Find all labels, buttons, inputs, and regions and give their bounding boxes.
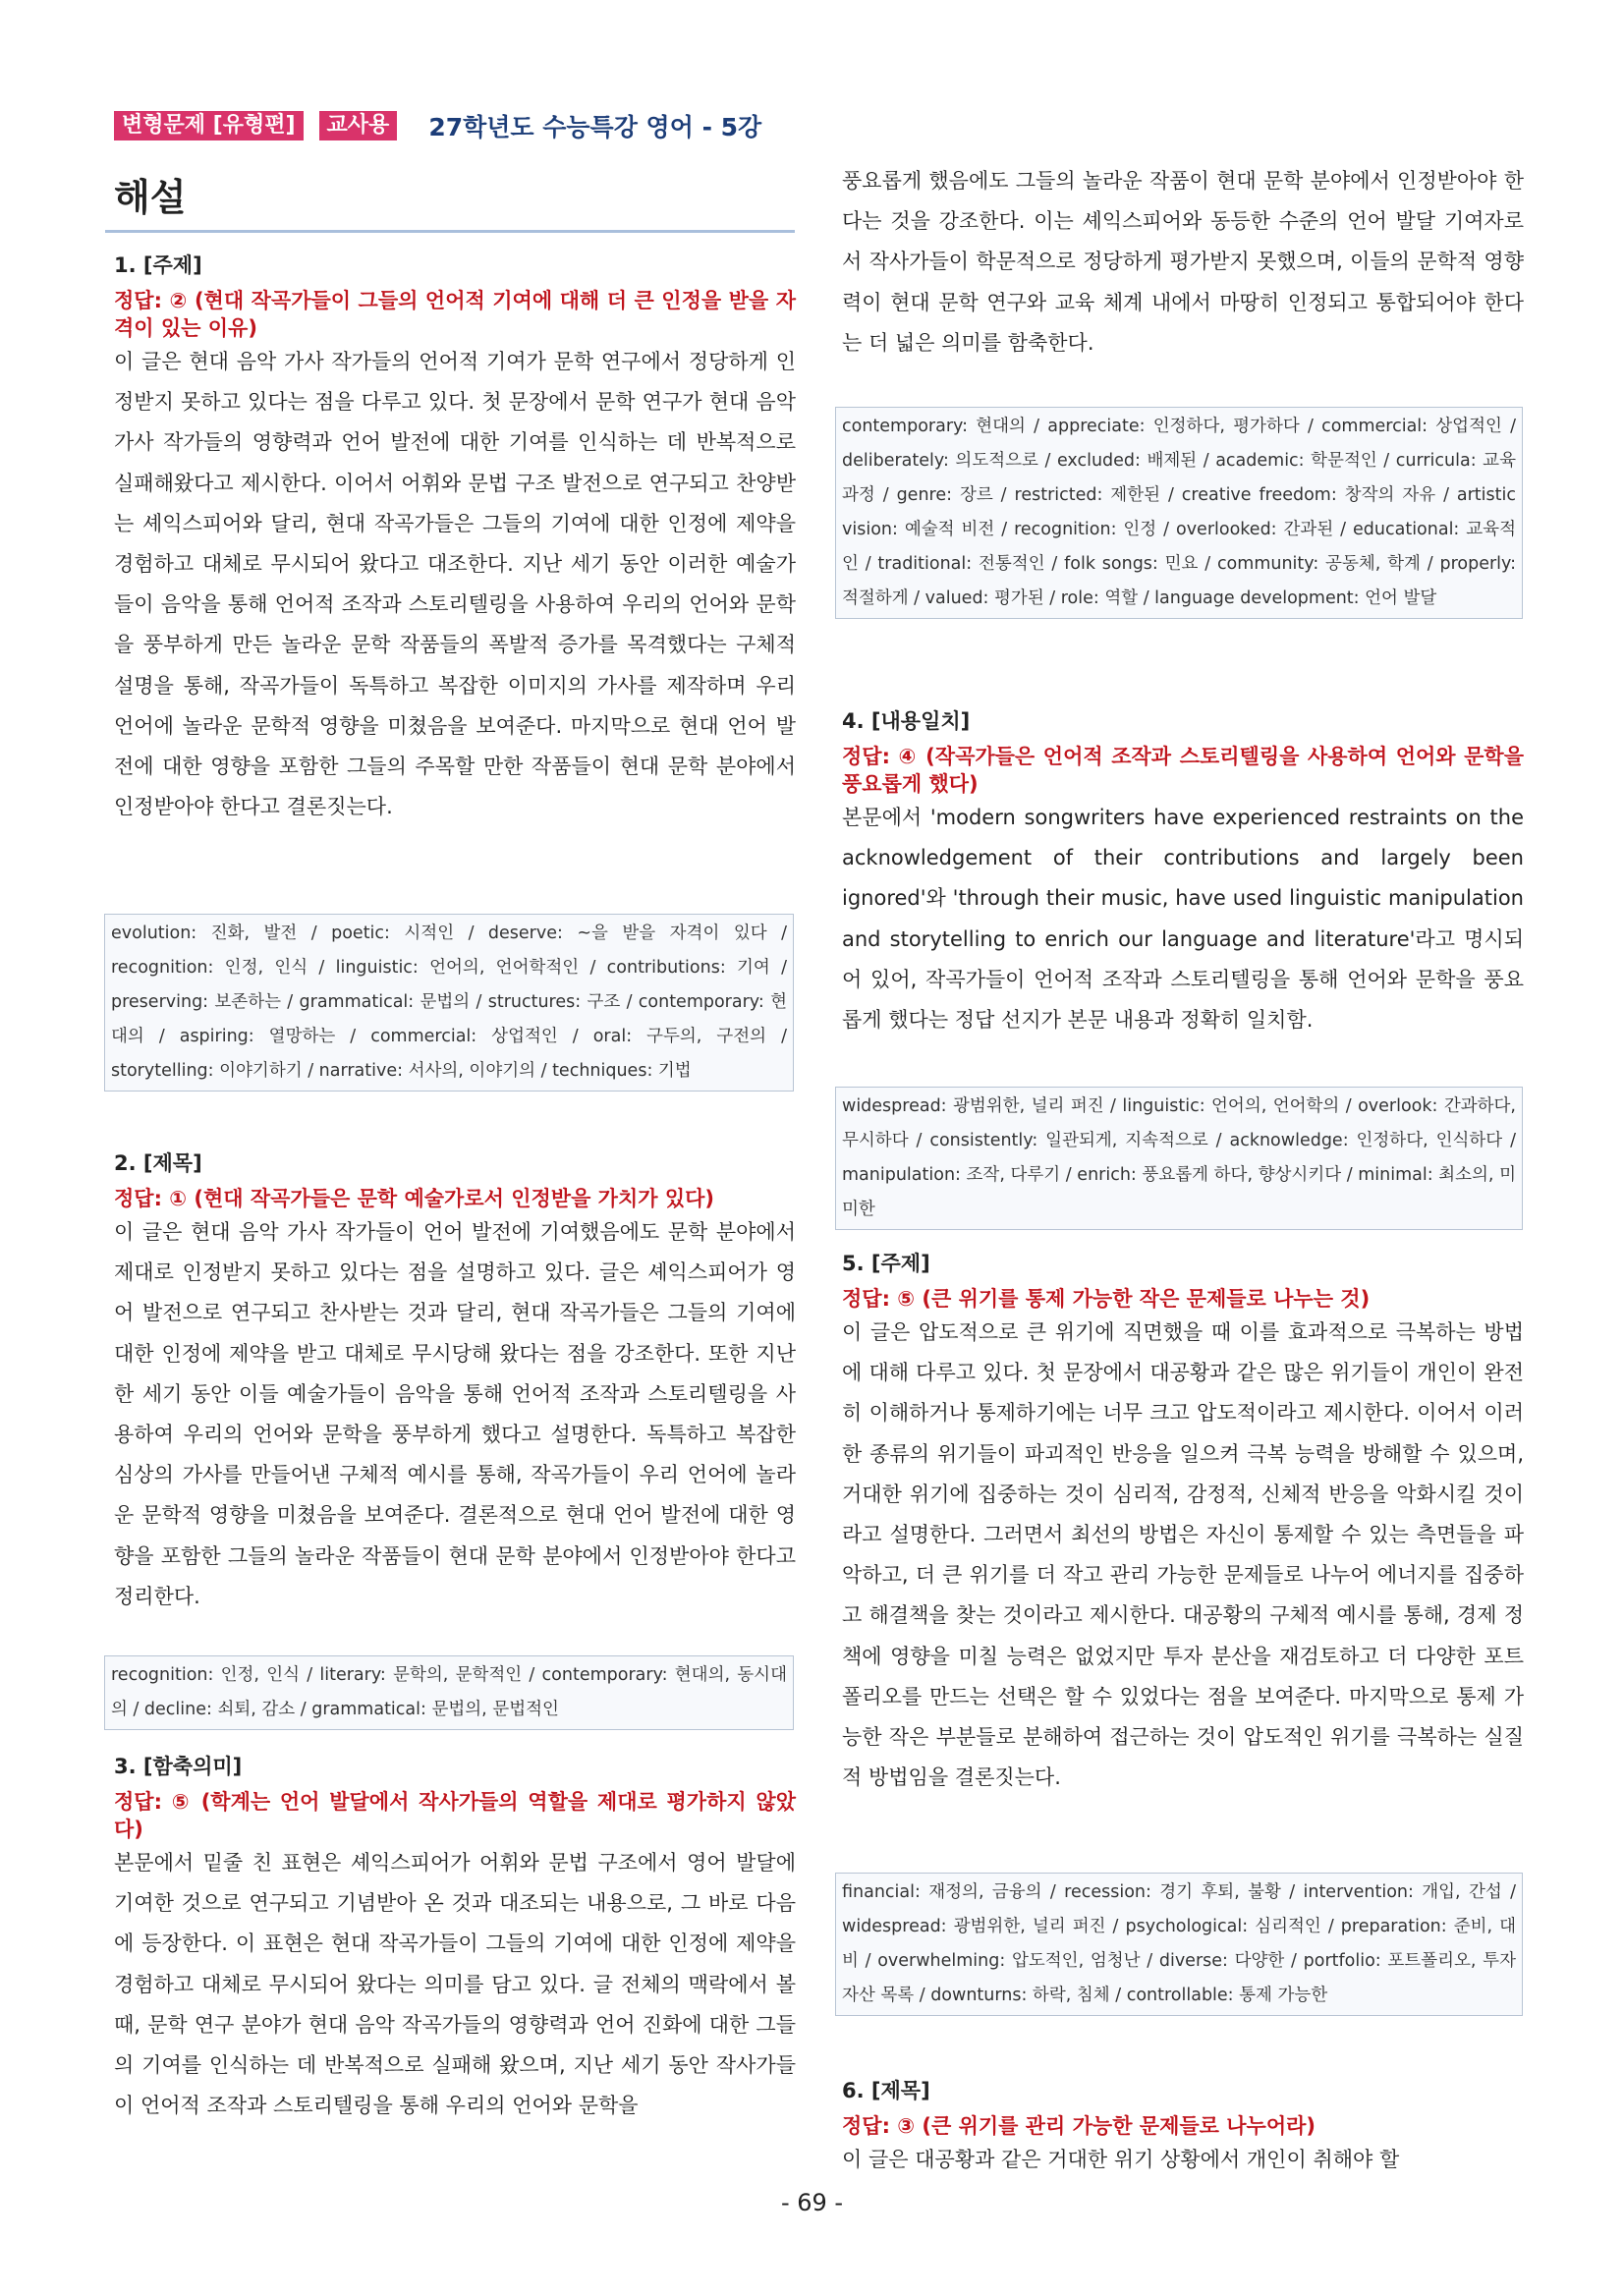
question-6-explanation: 이 글은 대공황과 같은 거대한 위기 상황에서 개인이 취해야 할 [842, 2148, 1400, 2171]
question-1-vocab: evolution: 진화, 발전 / poetic: 시적인 / deserve: ~을 받을 자격이 있다 / recognition: 인정, 인식 / linguistic: 언어의, 언어학적인 / contributions: 기여 / preserving: 보존하는 / grammatical: 문법의 / structures: 구조 / contemporary: 현대의 / aspiring: 열망하는 / commercial: 상업적인 / oral: 구두의, 구전의 / storytelling: 이야기하기 / narrative: 서사의, 이야기의 / techniques: 기법 [104, 914, 794, 1092]
question-6-answer: 정답: ③ (큰 위기를 관리 가능한 문제들로 나누어라) [842, 2114, 1316, 2138]
question-3-vocab: contemporary: 현대의 / appreciate: 인정하다, 평가하다 / commercial: 상업적인 / deliberately: 의도적으로 / excluded: 배제된 / academic: 학문적인 / curricula: 교육과정 / genre: 장르 / restricted: 제한된 / creative freedom: 창작의 자유 / artistic vision: 예술적 비전 / recognition: 인정 / overlooked: 간과된 / educational: 교육적인 / traditional: 전통적인 / folk songs: 민요 / community: 공동체, 학계 / properly: 적절하게 / valued: 평가된 / role: 역할 / language development: 언어 발달 [835, 407, 1523, 619]
question-3 [114, 1753, 796, 2126]
question-5-explanation: 이 글은 압도적으로 큰 위기에 직면했을 때 이를 효과적으로 극복하는 방법에 대해 다루고 있다. 첫 문장에서 대공황과 같은 많은 위기들이 개인이 완전히 이해하거나 통제하기에는 너무 크고 압도적이라고 제시한다. 이어서 이러한 종류의 위기들이 파괴적인 반응을 일으켜 극복 능력을 방해할 수 있으며, 거대한 위기에 집중하는 것이 심리적, 감정적, 신체적 반응을 악화시킬 것이라고 설명한다. 그러면서 최선의 방법은 자신이 통제할 수 있는 측면들을 파악하고, 더 큰 위기를 더 작고 관리 가능한 문제들로 나누어 에너지를 집중하고 해결책을 찾는 것이라고 제시한다. 대공황의 구체적 예시를 통해, 경제 정책에 영향을 미칠 능력은 없었지만 투자 분산을 재검토하고 더 다양한 포트폴리오를 만드는 선택은 할 수 있었다는 점을 보여준다. 마지막으로 통제 가능한 작은 부분들로 분해하여 접근하는 것이 압도적인 위기를 극복하는 실질적 방법임을 결론짓는다. [842, 1320, 1524, 1790]
question-4-explanation: 본문에서 'modern songwriters have experienced restraints on the acknowledgement of their contributions and largely been ignored'와 'through their music, have used linguistic manipulation and storytelling to enrich our language and literature'라고 명시되어 있어, 작곡가들이 언어적 조작과 스토리텔링을 통해 언어와 문학을 풍요롭게 했다는 정답 선지가 본문 내용과 정확히 일치함. [842, 806, 1524, 1033]
question-4-vocab: widespread: 광범위한, 널리 퍼진 / linguistic: 언어의, 언어학의 / overlook: 간과하다, 무시하다 / consistently: 일관되게, 지속적으로 / acknowledge: 인정하다, 인식하다 / manipulation: 조작, 다루기 / enrich: 풍요롭게 하다, 향상시키다 / minimal: 최소의, 미미한 [835, 1087, 1523, 1230]
section-title: 해설 [114, 176, 187, 219]
question-2-heading: 2. [제목] [114, 1151, 202, 1175]
question-2-explanation: 이 글은 현대 음악 가사 작가들이 언어 발전에 기여했음에도 문학 분야에서 제대로 인정받지 못하고 있다는 점을 설명하고 있다. 글은 셰익스피어가 영어 발전으로 연구되고 찬사받는 것과 달리, 현대 작곡가들은 그들의 기여에 대한 인정에 제약을 받고 대체로 무시당해 왔다는 점을 강조한다. 또한 지난 한 세기 동안 이들 예술가들이 음악을 통해 언어적 조작과 스토리텔링을 사용하여 우리의 언어와 문학을 풍부하게 했다고 설명한다. 독특하고 복잡한 심상의 가사를 만들어낸 구체적 예시를 통해, 작곡가들이 우리 언어에 놀라운 문학적 영향을 미쳤음을 보여준다. 결론적으로 현대 언어 발전에 대한 영향을 포함한 그들의 놀라운 작품들이 현대 문학 분야에서 인정받아야 한다고 정리한다. [114, 1220, 796, 1608]
question-2-answer: 정답: ① (현대 작곡가들은 문학 예술가로서 인정받을 가치가 있다) [114, 1187, 715, 1210]
section-divider [105, 230, 795, 233]
question-3-explanation-right: 풍요롭게 했음에도 그들의 놀라운 작품이 현대 문학 분야에서 인정받아야 한다는 것을 강조한다. 이는 셰익스피어와 동등한 수준의 언어 발달 기여자로서 작사가들이 학문적으로 정당하게 평가받지 못했으며, 이들의 문학적 영향력이 현대 문학 연구와 교육 체계 내에서 마땅히 인정되고 통합되어야 한다는 더 넓은 의미를 함축한다. [842, 169, 1524, 355]
category-badge: 변형문제 [유형편] [114, 111, 304, 140]
question-4 [842, 707, 1524, 1040]
question-4-heading: 4. [내용일치] [842, 709, 971, 733]
question-5-heading: 5. [주제] [842, 1252, 930, 1275]
question-1 [114, 252, 796, 827]
question-2 [114, 1149, 796, 1617]
question-1-answer: 정답: ② (현대 작곡가들이 그들의 언어적 기여에 대해 더 큰 인정을 받을 자격이 있는 이유) [114, 289, 796, 340]
page-header [114, 108, 761, 143]
teacher-badge: 교사용 [319, 111, 398, 140]
question-5 [842, 1250, 1524, 1798]
question-6-heading: 6. [제목] [842, 2079, 930, 2102]
question-2-vocab: recognition: 인정, 인식 / literary: 문학의, 문학적인 / contemporary: 현대의, 동시대의 / decline: 쇠퇴, 감소 / grammatical: 문법의, 문법적인 [104, 1655, 794, 1730]
question-4-answer: 정답: ④ (작곡가들은 언어적 조작과 스토리텔링을 사용하여 언어와 문학을 풍요롭게 했다) [842, 745, 1524, 796]
question-3-explanation-left: 본문에서 밑줄 친 표현은 셰익스피어가 어휘와 문법 구조에서 영어 발달에 기여한 것으로 연구되고 기념받아 온 것과 대조되는 내용으로, 그 바로 다음에 등장한다. 이 표현은 현대 작곡가들이 그들의 기여에 대한 인정에 제약을 경험하고 대체로 무시되어 왔다는 의미를 담고 있다. 글 전체의 맥락에서 볼 때, 문학 연구 분야가 현대 음악 작곡가들의 영향력과 언어 진화에 대한 그들의 기여를 인식하는 데 반복적으로 실패해 왔으며, 지난 세기 동안 작사가들이 언어적 조작과 스토리텔링을 통해 우리의 언어와 문학을 [114, 1851, 796, 2118]
header-title: 27학년도 수능특강 영어 - 5강 [428, 113, 762, 141]
question-6 [842, 2077, 1524, 2180]
question-3-answer: 정답: ⑤ (학계는 언어 발달에서 작사가들의 역할을 제대로 평가하지 않았다) [114, 1790, 796, 1841]
question-3-heading: 3. [함축의미] [114, 1755, 243, 1778]
page-number: - 69 - [780, 2189, 844, 2216]
question-5-vocab: financial: 재정의, 금융의 / recession: 경기 후퇴, 불황 / intervention: 개입, 간섭 / widespread: 광범위한, 널리 퍼진 / psychological: 심리적인 / preparation: 준비, 대비 / overwhelming: 압도적인, 엄청난 / diverse: 다양한 / portfolio: 포트폴리오, 투자 자산 목록 / downturns: 하락, 침체 / controllable: 통제 가능한 [835, 1873, 1523, 2016]
question-5-answer: 정답: ⑤ (큰 위기를 통제 가능한 작은 문제들로 나누는 것) [842, 1287, 1371, 1311]
question-1-explanation: 이 글은 현대 음악 가사 작가들의 언어적 기여가 문학 연구에서 정당하게 인정받지 못하고 있다는 점을 다루고 있다. 첫 문장에서 문학 연구가 현대 음악 가사 작가들의 영향력과 언어 발전에 대한 기여를 인식하는 데 반복적으로 실패해왔다고 제시한다. 이어서 어휘와 문법 구조 발전으로 연구되고 찬양받는 셰익스피어와 달리, 현대 작곡가들은 그들의 기여에 대한 인정에 제약을 경험하고 대체로 무시되어 왔다고 대조한다. 지난 세기 동안 이러한 예술가들이 음악을 통해 언어적 조작과 스토리텔링을 사용하여 우리의 언어와 문학을 풍부하게 만든 놀라운 문학 작품들의 폭발적 증가를 목격했다는 구체적 설명을 통해, 작곡가들이 독특하고 복잡한 이미지의 가사를 제작하며 우리 언어에 놀라운 문학적 영향을 미쳤음을 보여준다. 마지막으로 현대 언어 발전에 대한 영향을 포함한 그들의 주목할 만한 작품들이 현대 문학 분야에서 인정받아야 한다고 결론짓는다. [114, 350, 796, 819]
question-1-heading: 1. [주제] [114, 253, 202, 277]
question-3-continued [842, 161, 1524, 364]
